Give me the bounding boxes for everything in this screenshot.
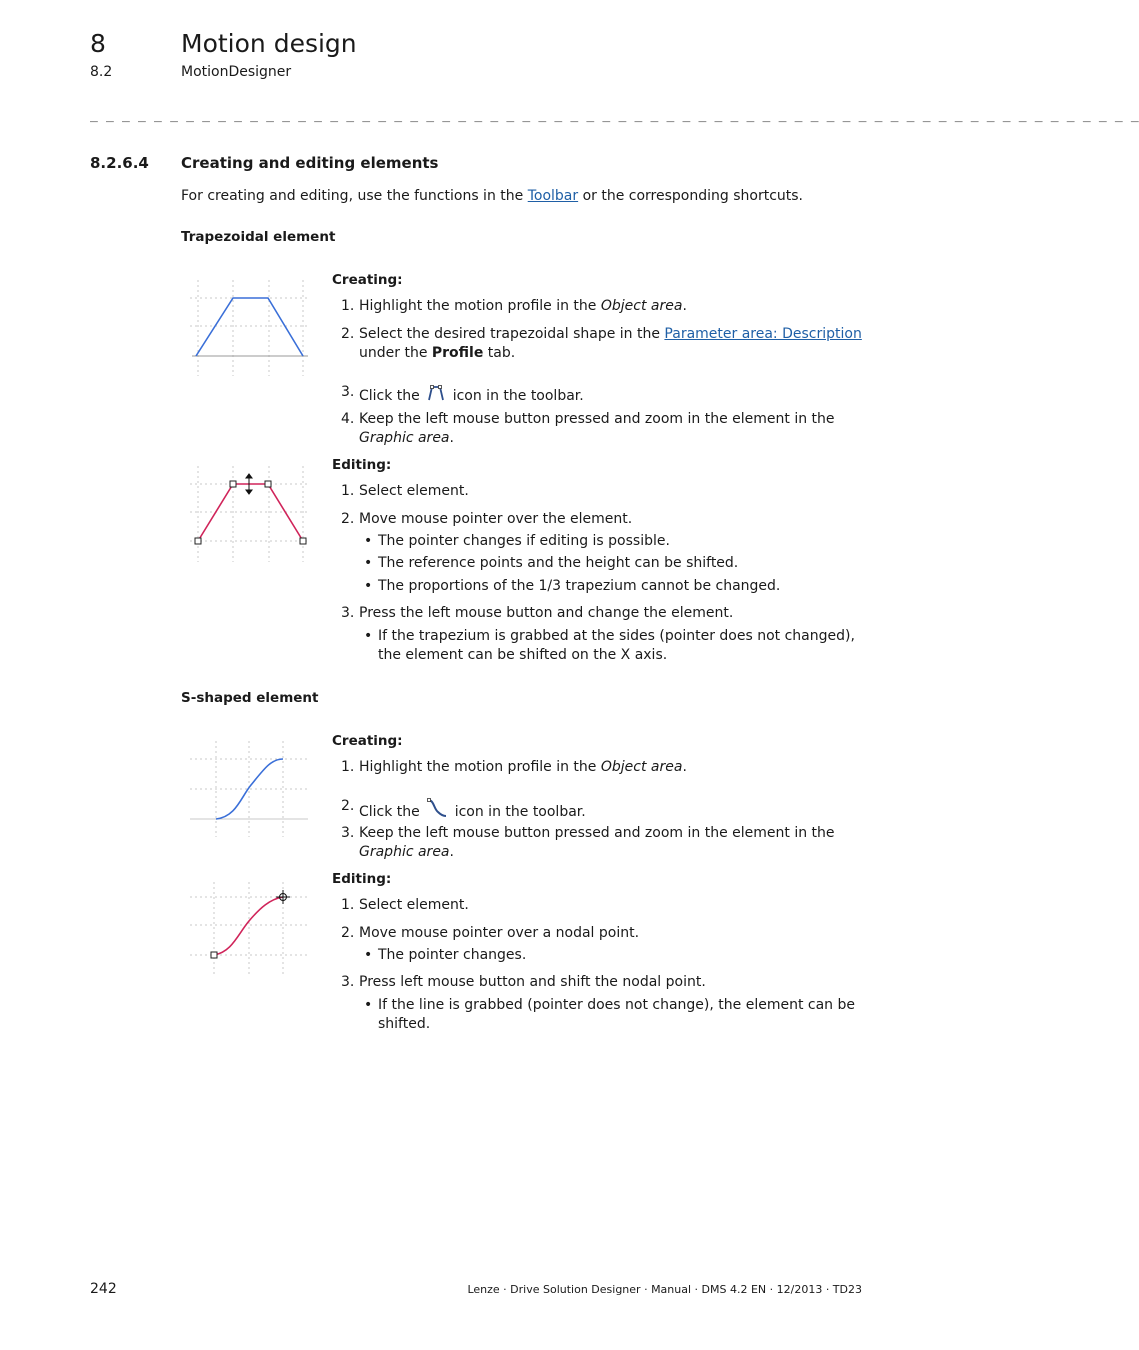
s-creating-label: Creating: (332, 733, 403, 749)
step-text: Select element. (359, 483, 469, 499)
s-edit-bullet-1 (364, 946, 862, 965)
step-text: Highlight the motion profile in the (359, 298, 601, 314)
step-emphasis: Object area (600, 298, 683, 314)
step-text: Click the (359, 388, 425, 404)
step-text: Move mouse pointer over the element. (359, 511, 633, 527)
step-text: Press the left mouse button and change the element. (359, 605, 734, 621)
step-number: 1. (341, 298, 355, 314)
chapter-title: Motion design (181, 29, 357, 58)
intro-text-after: or the corresponding shortcuts. (578, 188, 803, 204)
step-text: under the (359, 345, 432, 361)
trapezoid-edit-bullet-4 (364, 627, 862, 665)
trapezoid-edit-bullet-3 (364, 577, 862, 596)
step-text: Keep the left mouse button pressed and zoom in the element in the (359, 411, 835, 427)
figure-grid (190, 882, 308, 974)
bullet-dot: • (364, 533, 373, 549)
bullet-text: The pointer changes if editing is possible. (378, 533, 670, 549)
figure-grid (190, 280, 308, 376)
trapezoidal-subheading: Trapezoidal element (181, 229, 336, 245)
bullet-dot: • (364, 555, 373, 571)
s-edit-step-3 (332, 973, 862, 992)
trapezoid-edit-step-3 (332, 604, 862, 623)
s-edit-step-2 (332, 924, 862, 943)
intro-paragraph (181, 186, 803, 206)
trapezoid-create-figure (186, 276, 312, 378)
trapezoid-create-step-2 (332, 325, 862, 363)
intro-text-before: For creating and editing, use the functions in the (181, 188, 528, 204)
trapezoid-edit-bullet-2 (364, 554, 862, 573)
step-text: Highlight the motion profile in the (359, 759, 601, 775)
bullet-text: The proportions of the 1/3 trapezium cannot be changed. (378, 578, 781, 594)
step-text: icon in the toolbar. (450, 804, 586, 820)
trapezoid-edit-bullet-1 (364, 532, 862, 551)
trapezoid-edit-step-2 (332, 510, 862, 529)
step-strong: Profile (431, 345, 484, 361)
step-text: . (449, 844, 454, 860)
step-text: Move mouse pointer over a nodal point. (359, 925, 640, 941)
step-text: . (449, 430, 454, 446)
step-number: 1. (341, 759, 355, 775)
trapezoid-creating-label: Creating: (332, 272, 403, 288)
trapezoid-editing-label: Editing: (332, 457, 392, 473)
step-number: 2. (341, 798, 355, 814)
nodal-point-handle[interactable] (211, 952, 217, 958)
page-number: 242 (90, 1281, 117, 1297)
document-reference: Lenze · Drive Solution Designer · Manual · DMS 4.2 EN · 12/2013 · TD23 (467, 1283, 862, 1296)
s-create-step-1 (332, 758, 862, 777)
bullet-dot: • (364, 947, 373, 963)
s-curve-tool-icon (426, 797, 448, 819)
step-text: icon in the toolbar. (448, 388, 584, 404)
step-number: 3. (341, 825, 355, 841)
step-emphasis: Object area (600, 759, 683, 775)
trapezoid-create-step-4 (332, 410, 862, 448)
section-title: MotionDesigner (181, 64, 292, 80)
s-editing-label: Editing: (332, 871, 392, 887)
heading-number: 8.2.6.4 (90, 154, 149, 172)
s-curve-create-figure (186, 737, 312, 841)
step-number: 2. (341, 511, 355, 527)
bullet-dot: • (364, 628, 373, 644)
step-text: Keep the left mouse button pressed and zoom in the element in the (359, 825, 835, 841)
parameter-area-description-link[interactable]: Parameter area: Description (664, 326, 862, 342)
s-create-step-2 (332, 797, 862, 822)
step-text: . (682, 298, 687, 314)
step-text: Click the (359, 804, 425, 820)
step-number: 2. (341, 326, 355, 342)
step-number: 3. (341, 384, 355, 400)
step-emphasis: Graphic area (359, 844, 450, 860)
step-number: 2. (341, 925, 355, 941)
bullet-text: If the line is grabbed (pointer does not change), the element can be shifted. (378, 997, 855, 1032)
step-text: Select element. (359, 897, 469, 913)
step-number: 3. (341, 974, 355, 990)
crosshair-pointer-icon[interactable] (276, 890, 290, 904)
s-curve-edit-figure (186, 878, 312, 978)
s-edit-curve (214, 897, 283, 955)
trapezoid-edit-figure (186, 462, 312, 566)
step-text: . (682, 759, 687, 775)
step-text: tab. (483, 345, 516, 361)
heading-title: Creating and editing elements (181, 154, 439, 172)
bullet-text: If the trapezium is grabbed at the sides (pointer does not changed), the element can be shifted on the X axis. (378, 628, 855, 663)
step-emphasis: Graphic area (359, 430, 450, 446)
step-text: Press left mouse button and shift the nodal point. (359, 974, 706, 990)
bullet-dot: • (364, 997, 373, 1013)
toolbar-link[interactable]: Toolbar (527, 188, 579, 204)
s-edit-bullet-2 (364, 996, 862, 1034)
chapter-number: 8 (90, 29, 106, 58)
s-shaped-subheading: S-shaped element (181, 690, 319, 706)
s-edit-step-1 (332, 896, 862, 915)
step-number: 3. (341, 605, 355, 621)
bullet-text: The pointer changes. (378, 947, 527, 963)
header-separator: _ _ _ _ _ _ _ _ _ _ _ _ _ _ _ _ _ _ _ _ _ _ _ _ _ _ _ _ _ _ _ _ _ _ _ _ _ _ _ _ _ _ _ _ _ _ _ _ _ _ _ _ _ _ _ _ _ _ _ _ _ _ _ _ _ _ (90, 108, 1139, 123)
bullet-dot: • (364, 578, 373, 594)
step-number: 1. (341, 483, 355, 499)
bullet-text: The reference points and the height can be shifted. (378, 555, 739, 571)
step-text: Select the desired trapezoidal shape in the (359, 326, 665, 342)
step-number: 1. (341, 897, 355, 913)
step-number: 4. (341, 411, 355, 427)
trapezoid-create-step-1 (332, 297, 862, 316)
section-number: 8.2 (90, 64, 113, 80)
s-create-step-3 (332, 824, 862, 862)
trapezoid-edit-step-1 (332, 482, 862, 501)
trapezoid-tool-icon (426, 383, 446, 403)
trapezoid-create-step-3 (332, 383, 862, 406)
trapezoid-curve (196, 298, 303, 356)
